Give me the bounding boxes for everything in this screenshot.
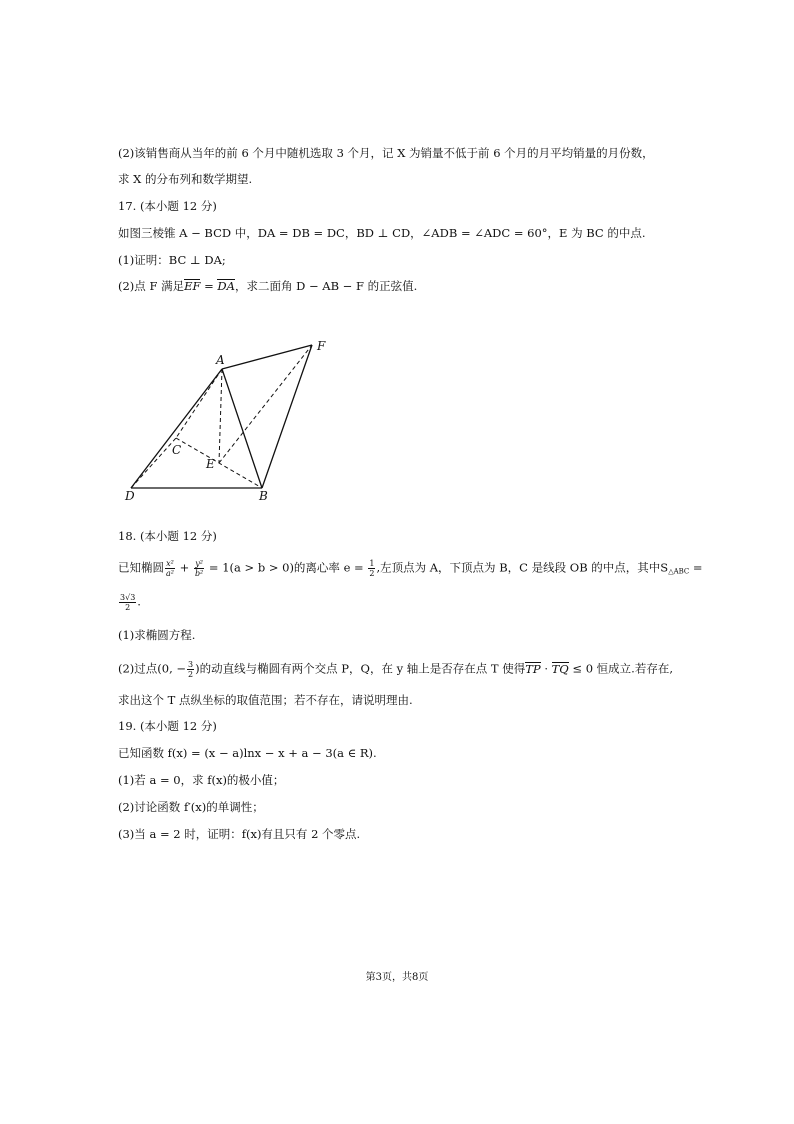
label-a: A: [216, 353, 225, 367]
area-den: 2: [125, 603, 131, 612]
frac-area: [119, 593, 136, 612]
q17-part2-text-a: (2)点 F 满足: [118, 279, 185, 293]
area-end: .: [137, 594, 141, 609]
q19-part3: (3)当 a = 2 时，证明：f(x)有且只有 2 个零点.: [118, 827, 361, 841]
q18-stem-b: = 1(a > b > 0)的离心率 e =: [205, 560, 368, 575]
q18-dot: ·: [540, 661, 552, 676]
q18-part2-a: (2)过点(0, −: [118, 661, 187, 676]
q18-stem-c: ,左顶点为 A，下顶点为 B，C 是线段 OB 的中点，其中S: [376, 560, 669, 575]
frac-y2-b2: [194, 559, 204, 578]
label-b: B: [259, 489, 268, 503]
q18-header: 18. (本小题 12 分): [118, 529, 217, 543]
q19-header: 19. (本小题 12 分): [118, 719, 217, 733]
q18-part2-line2: 求出这个 T 点纵坐标的取值范围；若不存在，请说明理由.: [118, 693, 413, 707]
q19-part2: (2)讨论函数 f′(x)的单调性；: [118, 800, 264, 814]
q17-part2-text-b: ，求二面角 D − AB − F 的正弦值.: [234, 279, 418, 293]
q18-part2-b: )的动直线与椭圆有两个交点 P，Q，在 y 轴上是否存在点 T 使得: [195, 661, 526, 676]
frac-point: [187, 660, 194, 679]
e-den: 2: [369, 569, 375, 578]
e-num: 1: [369, 559, 375, 568]
edge-fb: [262, 345, 312, 488]
edge-ef: [219, 345, 312, 463]
q18-stem-d: =: [689, 560, 703, 575]
frac-e: [368, 559, 375, 578]
q18-area-value: [118, 593, 141, 612]
q17-vector-ef: EF: [184, 279, 201, 293]
q18-part2-c: ≤ 0 恒成立.若存在,: [568, 661, 673, 676]
edge-ac: [176, 369, 222, 438]
label-f: F: [317, 339, 326, 353]
q18-part1: (1)求椭圆方程.: [118, 628, 196, 642]
q17-header: 17. (本小题 12 分): [118, 199, 217, 213]
edge-ae: [219, 369, 222, 463]
q18-stem-a: 已知椭圆: [118, 560, 164, 575]
q16-part2-line2: 求 X 的分布列和数学期望.: [118, 172, 253, 186]
q17-vector-da: DA: [217, 279, 235, 293]
area-subscript: △ABC: [668, 567, 690, 576]
edge-dc: [131, 438, 176, 488]
q17-stem: 如图三棱锥 A − BCD 中，DA = DB = DC，BD ⊥ CD，∠ADB = ∠ADC = 60°，E 为 BC 的中点.: [118, 226, 646, 240]
q17-part1: (1)证明：BC ⊥ DA;: [118, 253, 226, 267]
frac-x-num: x²: [166, 559, 174, 568]
p-den: 2: [188, 670, 194, 679]
q18-stem: [118, 559, 703, 580]
q18-part2: [118, 660, 673, 679]
q19-stem: 已知函数 f(x) = (x − a)lnx − x + a − 3(a ∈ R).: [118, 746, 377, 760]
label-d: D: [125, 489, 135, 503]
q19-part1: (1)若 a = 0，求 f(x)的极小值；: [118, 773, 285, 787]
q18-plus: +: [175, 560, 193, 575]
p-num: 3: [188, 660, 194, 669]
label-c: C: [172, 443, 182, 457]
frac-y-den: b²: [194, 569, 204, 578]
frac-x2-a2: [165, 559, 175, 578]
page-footer: 第3页，共8页: [365, 972, 429, 983]
edge-ab: [222, 369, 262, 488]
vector-tq: TQ: [551, 661, 569, 676]
frac-x-den: a²: [166, 569, 174, 578]
label-e: E: [206, 457, 215, 471]
vector-tp: TP: [525, 661, 541, 676]
edge-af: [222, 345, 312, 369]
q16-part2-line1: (2)该销售商从当年的前 6 个月中随机选取 3 个月，记 X 为销量不低于前 6 个月的月平均销量的月份数，: [118, 146, 654, 160]
area-num: 3√3: [120, 593, 136, 602]
q17-part2-eq: =: [200, 279, 218, 293]
frac-y-num: y²: [195, 559, 203, 568]
